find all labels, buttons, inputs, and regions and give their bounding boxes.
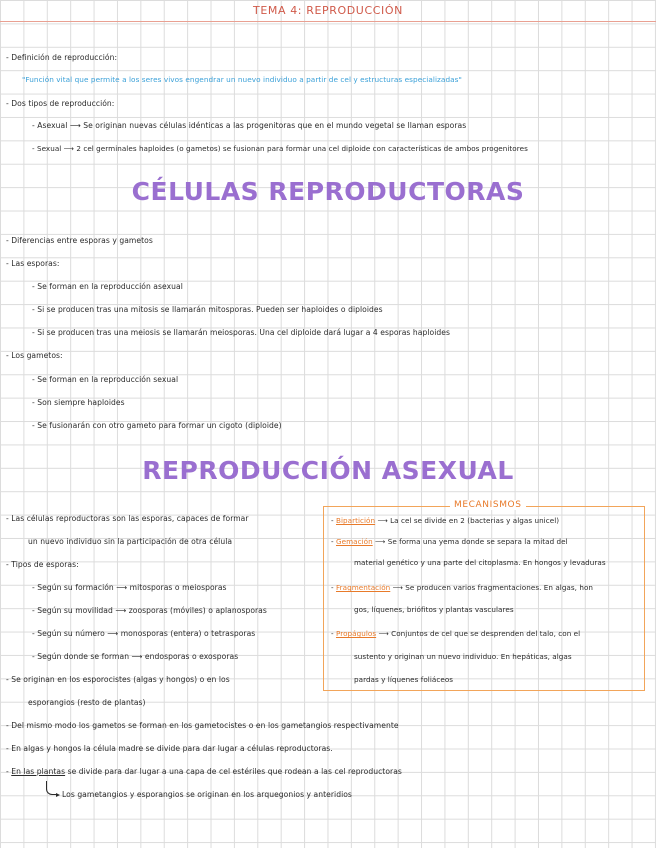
mecanismos-title: MECANISMOS — [450, 500, 526, 510]
hook-arrow-icon — [46, 781, 57, 795]
mech-gemacion: - Gemación ⟶ Se forma una yema donde se separa la mitad del — [331, 537, 568, 546]
asexual-left-1a: - Las células reproductoras son las esporas, capaces de formar — [6, 514, 249, 523]
gametos-item-3: - Se fusionarán con otro gameto para formar un cigoto (diploide) — [32, 421, 282, 430]
mech-propagulos-text-2: sustento y originan un nuevo individuo. En hepáticas, algas — [354, 652, 572, 661]
asexual-left-1b: un nuevo individuo sin la participación de otra célula — [28, 537, 233, 546]
gametos-item-1: - Se forman en la reproducción sexual — [32, 375, 179, 384]
mech-biparticion-term: Bipartición — [335, 516, 376, 525]
esporas-item-3: - Si se producen tras una meiosis se llamarán meiosporas. Una cel diploide dará lugar a 4 esporas haploides — [32, 328, 450, 337]
sexual-line: - Sexual ⟶ 2 cel germinales haploides (o gametos) se fusionan para formar una cel diploide con características de ambos progenitores — [32, 144, 528, 153]
definition-quote: "Función vital que permite a los seres vivos engendrar un nuevo individuo a partir de cel y estructuras especializadas" — [22, 75, 462, 84]
spore-type-formation: - Según su formación ⟶ mitosporas o meiosporas — [32, 583, 227, 592]
gametos-item-2: - Son siempre haploides — [32, 398, 125, 407]
types-label: - Dos tipos de reproducción: — [6, 99, 115, 108]
mech-fragmentacion-term: Fragmentación — [335, 583, 391, 592]
bottom-line-3: - En las plantas se divide para dar lugar a una capa de cel estériles que rodean a las cel reproductoras — [6, 767, 402, 776]
heading-reproduccion-asexual: REPRODUCCIÓN ASEXUAL — [142, 456, 514, 485]
mech-gemacion-text-2: material genético y una parte del citoplasma. En hongos y levaduras — [354, 558, 606, 567]
bottom-line-4: Los gametangios y esporangios se originan en los arquegonios y anteridios — [62, 790, 352, 799]
mech-fragmentacion-text-2: gos, líquenes, briófitos y plantas vasculares — [354, 605, 514, 614]
mecanismos-box — [323, 506, 645, 691]
spore-type-location: - Según donde se forman ⟶ endosporas o exosporas — [32, 652, 239, 661]
origin-line-a: - Se originan en los esporocistes (algas y hongos) o en los — [6, 675, 230, 684]
bottom-line-1: - Del mismo modo los gametos se forman en los gametocistes o en los gametangios respectivamente — [6, 721, 399, 730]
mech-propagulos: - Propágulos ⟶ Conjuntos de cel que se desprenden del talo, con el — [331, 629, 581, 638]
spore-type-number: - Según su número ⟶ monosporas (entera) o tetrasporas — [32, 629, 256, 638]
mech-biparticion-text: ⟶ La cel se divide en 2 (bacterias y algas unicel) — [375, 516, 560, 525]
heading-celulas-reproductoras: CÉLULAS REPRODUCTORAS — [131, 177, 525, 206]
title-underline — [0, 21, 656, 22]
mech-propagulos-text: ⟶ Conjuntos de cel que se desprenden del talo, con el — [376, 629, 581, 638]
mech-gemacion-text: ⟶ Se forma una yema donde se separa la mitad del — [372, 537, 568, 546]
bottom-line-3-text: se divide para dar lugar a una capa de cel estériles que rodean a las cel reproductoras — [65, 767, 402, 776]
differences-line: - Diferencias entre esporas y gametos — [6, 236, 153, 245]
spore-type-mobility: - Según su movilidad ⟶ zoosporas (móviles) o aplanosporas — [32, 606, 267, 615]
mech-fragmentacion-text: ⟶ Se producen varios fragmentaciones. En algas, hon — [390, 583, 594, 592]
esporas-label: - Las esporas: — [6, 259, 60, 268]
bottom-line-2: - En algas y hongos la célula madre se divide para dar lugar a células reproductoras. — [6, 744, 333, 753]
spore-types-label: - Tipos de esporas: — [6, 560, 79, 569]
mech-biparticion: - Bipartición ⟶ La cel se divide en 2 (bacterias y algas unicel) — [331, 516, 560, 525]
mech-fragmentacion: - Fragmentación ⟶ Se producen varios fragmentaciones. En algas, hon — [331, 583, 594, 592]
mech-gemacion-term: Gemación — [335, 537, 373, 546]
gametos-label: - Los gametos: — [6, 351, 63, 360]
mech-propagulos-term: Propágulos — [335, 629, 377, 638]
page-title: TEMA 4: REPRODUCCIÓN — [253, 4, 403, 17]
asexual-line: - Asexual ⟶ Se originan nuevas células idénticas a las progenitoras que en el mundo vegetal se llaman esporas — [32, 121, 467, 130]
definition-label: - Definición de reproducción: — [6, 53, 118, 62]
mech-propagulos-text-3: pardas y líquenes foliáceos — [354, 675, 454, 684]
origin-line-b: esporangios (resto de plantas) — [28, 698, 146, 707]
esporas-item-2: - Si se producen tras una mitosis se llamarán mitosporas. Pueden ser haploides o diploides — [32, 305, 383, 314]
esporas-item-1: - Se forman en la reproducción asexual — [32, 282, 183, 291]
bottom-line-3-term: En las plantas — [11, 767, 66, 776]
